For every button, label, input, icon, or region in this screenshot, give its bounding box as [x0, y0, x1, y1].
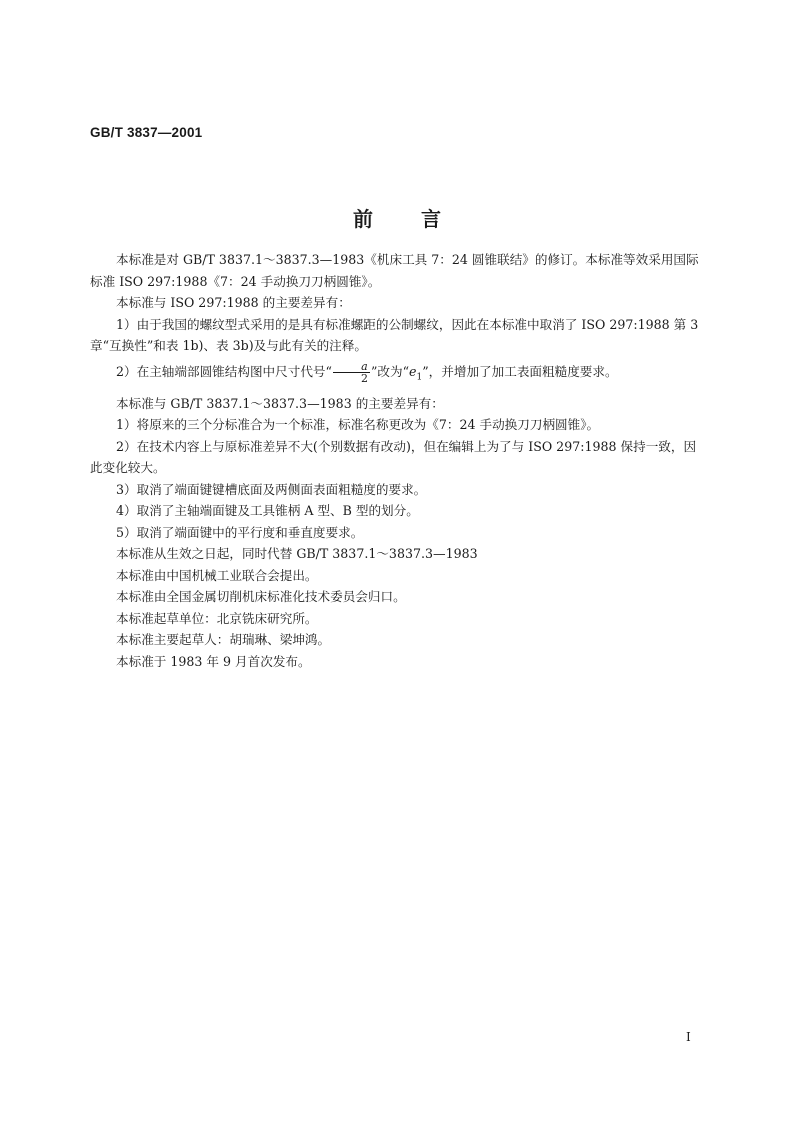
paragraph-committee: 本标准由全国金属切削机床标准化技术委员会归口。 — [116, 589, 406, 605]
paragraph-drafting-unit: 本标准起草单位：北京铣床研究所。 — [116, 610, 318, 626]
text-segment: ”改为“ — [370, 363, 410, 379]
fraction-denominator: 2 — [360, 371, 368, 385]
paragraph-gb-differences-heading: 本标准与 GB/T 3837.1～3837.3—1983 的主要差异有： — [116, 395, 444, 411]
paragraph-iso-difference-2 — [90, 361, 706, 389]
paragraph-replacement: 本标准从生效之日起，同时代替 GB/T 3837.1～3837.3—1983 — [116, 546, 478, 562]
paragraph-intro: 本标准是对 GB/T 3837.1～3837.3—1983《机床工具 7：24 圆锥联结》的修订。本标准等效采用国际标准 ISO 297:1988《7：24 手动换刀刀柄圆锥》。 — [90, 252, 699, 289]
text-segment: ”，并增加了加工表面粗糙度要求。 — [422, 363, 618, 379]
document-body — [90, 249, 706, 672]
paragraph-gb-difference-4: 4）取消了主轴端面键及工具锥柄 A 型、B 型的划分。 — [116, 503, 419, 519]
page-title: 前言 — [353, 207, 489, 231]
page-number: I — [686, 1030, 691, 1044]
paragraph-iso-difference-1: 1）由于我国的螺纹型式采用的是具有标准螺距的公制螺纹，因此在本标准中取消了 ISO 297:1988 第 3 章“互换性”和表 1b)、表 3b)及与此有关的注释。 — [90, 316, 699, 353]
variable-e: e — [409, 363, 417, 379]
variable-subscript: 1 — [416, 372, 423, 383]
paragraph-proposer: 本标准由中国机械工业联合会提出。 — [116, 567, 318, 583]
paragraph-gb-difference-5: 5）取消了端面键中的平行度和垂直度要求。 — [116, 524, 364, 540]
paragraph-drafters: 本标准主要起草人：胡瑞琳、梁坤鸿。 — [116, 632, 331, 648]
paragraph-gb-difference-2: 2）在技术内容上与原标准差异不大(个别数据有改动)，但在编辑上为了与 ISO 297:1988 保持一致，因此变化较大。 — [90, 438, 697, 476]
paragraph-first-issue: 本标准于 1983 年 9 月首次发布。 — [116, 653, 311, 669]
fraction-numerator: a — [333, 361, 370, 373]
standard-code-header: GB/T 3837—2001 — [90, 125, 203, 140]
text-segment: 2）在主轴端部圆锥结构图中尺寸代号“ — [116, 363, 332, 379]
paragraph-gb-difference-1: 1）将原来的三个分标准合为一个标准，标准名称更改为《7：24 手动换刀刀柄圆锥》。 — [116, 417, 600, 433]
paragraph-iso-differences-heading: 本标准与 ISO 297:1988 的主要差异有： — [116, 295, 351, 310]
paragraph-gb-difference-3: 3）取消了端面键键槽底面及两侧面表面粗糙度的要求。 — [116, 481, 427, 497]
fraction-alpha-over-2 — [333, 361, 370, 384]
